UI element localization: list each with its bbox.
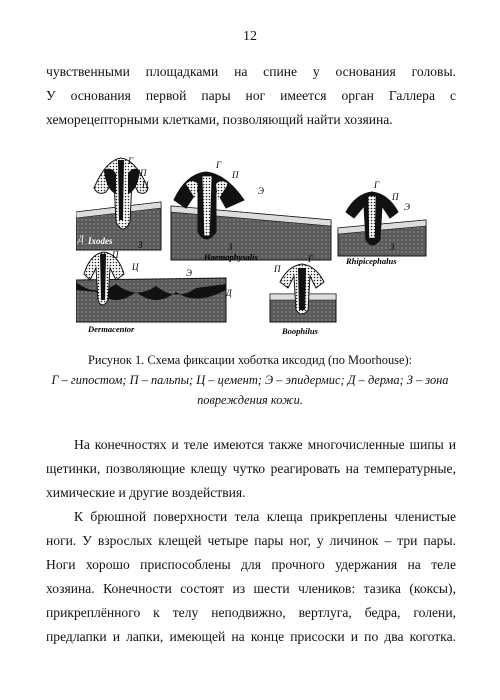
- paragraph-line: У основания первой пары ног имеется орган Галлера с: [46, 88, 456, 103]
- label-z: З: [390, 242, 395, 252]
- paragraph-line: Ноги хорошо приспособлены для прочного удержания на теле: [46, 557, 456, 572]
- label-p: П: [274, 264, 281, 274]
- label-e: Э: [258, 186, 264, 196]
- page-number: 12: [243, 29, 257, 44]
- haemaphysalis-panel: [171, 160, 331, 262]
- label-c: Ц: [132, 262, 139, 272]
- label-g: Г: [374, 180, 380, 190]
- paragraph-line: хеморецепторными клетками, позволяющий найти хозяина.: [46, 112, 393, 127]
- label-p: П: [392, 192, 399, 202]
- ixodes-panel: [76, 156, 161, 250]
- label-g: Г: [308, 254, 314, 264]
- paragraph-line: щетинки, позволяющие клещу чутко реагировать на температурные,: [46, 461, 456, 476]
- paragraph-line: хозяина. Конечности состоят из шести члеников: тазика (коксы),: [46, 581, 456, 596]
- caption-line-2: Г – гипостом; П – пальпы; Ц – цемент; Э – эпидермис; Д – дерма; З – зона: [51, 373, 449, 387]
- caption-line-1: Рисунок 1. Схема фиксации хоботка иксодид (по Moorhouse):: [87, 353, 413, 367]
- genus-boophilus: Boophilus: [282, 326, 318, 336]
- paragraph-line: чувственными площадками на спине у основания головы.: [46, 64, 456, 79]
- paragraph-line: К брюшной поверхности тела клеща прикреплены членистые: [74, 509, 456, 524]
- paragraph-2: [46, 433, 456, 505]
- paragraph-line: ноги. У взрослых клещей четыре пары ног, у личинок – три пары.: [46, 533, 456, 548]
- label-p: П: [232, 170, 239, 180]
- label-d: Д: [226, 288, 232, 298]
- genus-rhipicephalus: Rhipicephalus: [346, 256, 397, 266]
- label-g: Г: [128, 156, 134, 166]
- paragraph-line: химические и другие воздействия.: [46, 485, 246, 500]
- genus-ixodes: Ixodes: [88, 236, 113, 246]
- boophilus-panel: [270, 254, 336, 336]
- paragraph-line: предлапки и лапки, имеющей на конце присоски и по два коготка.: [46, 629, 456, 644]
- label-g: Г: [216, 160, 222, 170]
- genus-haemaphysalis: Haemaphysalis: [204, 252, 258, 262]
- paragraph-line: На конечностях и теле имеются также многочисленные шипы и: [74, 437, 456, 452]
- rhipicephalus-panel: [338, 180, 426, 266]
- figure-diagram: [76, 150, 428, 343]
- label-e: Э: [186, 268, 192, 278]
- paragraph-line: прикреплённого к телу неподвижно, вертлуга, бедра, голени,: [46, 605, 456, 620]
- paragraph-3: [46, 505, 456, 649]
- label-d: Д: [78, 234, 84, 244]
- label-e: Э: [404, 202, 410, 212]
- label-z: З: [138, 240, 143, 250]
- caption-line-3: повреждения кожи.: [197, 393, 303, 407]
- dermacentor-panel: [76, 250, 233, 334]
- label-p: П: [112, 250, 119, 260]
- figure-caption: [40, 350, 460, 410]
- tick-attachment-figure: [76, 150, 428, 343]
- label-z: З: [228, 242, 233, 252]
- paragraph-1: [46, 60, 456, 132]
- label-c: Ц: [142, 180, 149, 190]
- label-p: П: [140, 168, 147, 178]
- genus-dermacentor: Dermacentor: [88, 324, 135, 334]
